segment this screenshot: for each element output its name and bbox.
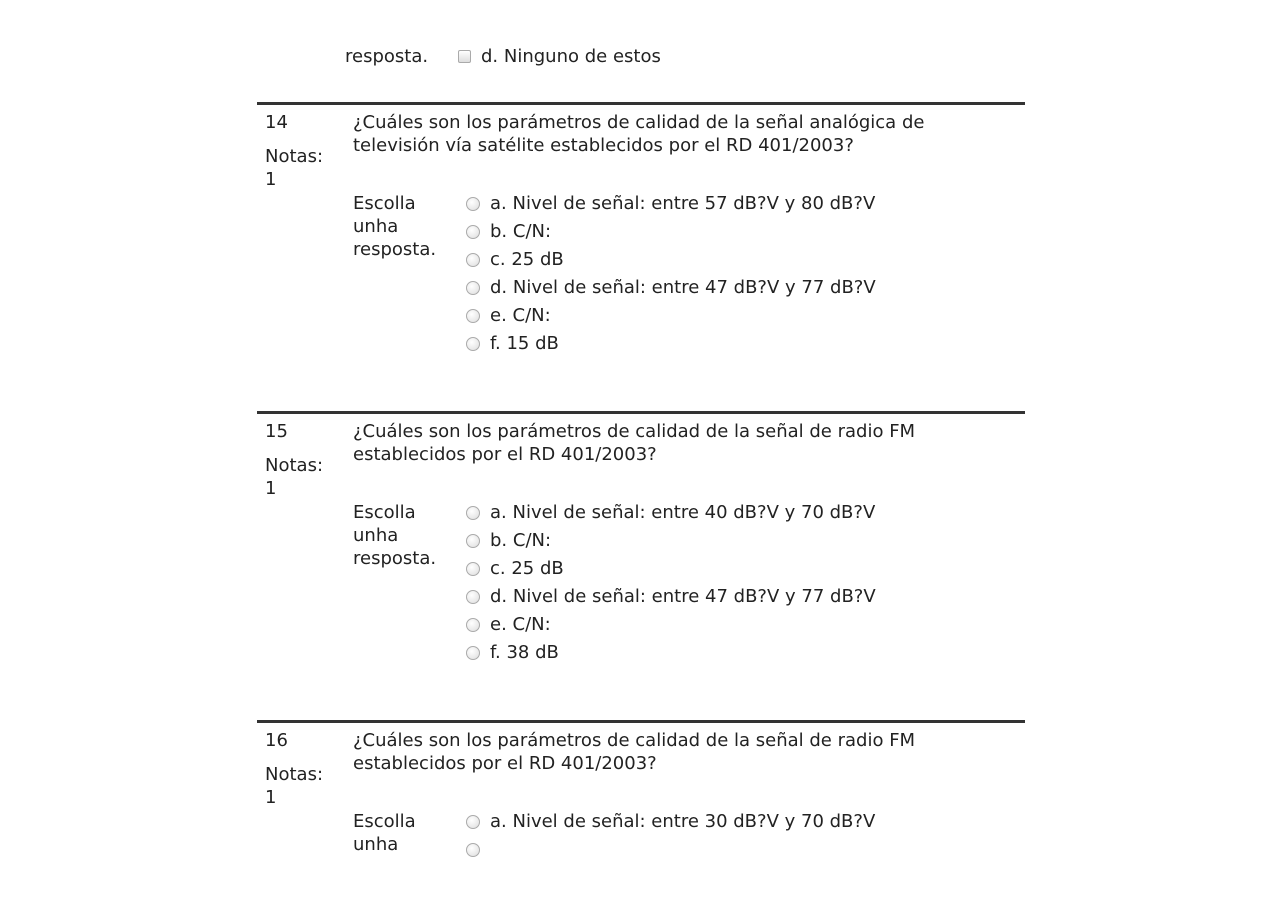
- radio-button[interactable]: [466, 618, 480, 632]
- grade-value: 1: [265, 787, 277, 808]
- question-text: ¿Cuáles son los parámetros de calidad de la señal de radio FM establecidos por el RD 401/2003?: [353, 730, 916, 774]
- option-label: a. Nivel de señal: entre 40 dB?V y 70 dB?V: [490, 502, 876, 523]
- radio-button[interactable]: [466, 281, 480, 295]
- option-label: d. Nivel de señal: entre 47 dB?V y 77 dB?V: [490, 586, 876, 607]
- question-16: [257, 720, 1025, 866]
- answer-label: Escolla unha resposta.: [353, 193, 437, 260]
- radio-button[interactable]: [466, 225, 480, 239]
- option-label: c. 25 dB: [490, 558, 564, 579]
- radio-button[interactable]: [466, 590, 480, 604]
- radio-button[interactable]: [466, 506, 480, 520]
- option-label: f. 38 dB: [490, 642, 559, 663]
- question-text: ¿Cuáles son los parámetros de calidad de la señal de radio FM establecidos por el RD 401/2003?: [353, 421, 916, 465]
- question-number: 16: [265, 730, 288, 751]
- checkbox[interactable]: [458, 50, 471, 63]
- question-14: [257, 102, 1025, 360]
- answer-options: [463, 810, 1025, 866]
- question-text: ¿Cuáles son los parámetros de calidad de la señal analógica de televisión vía satélite establecidos por el RD 401/2003?: [353, 112, 925, 156]
- question-15: [257, 411, 1025, 669]
- question-number: 15: [265, 421, 288, 442]
- option-label: b. C/N:: [490, 530, 552, 551]
- grade-label: Notas:: [265, 146, 324, 167]
- option-label: e. C/N:: [490, 614, 551, 635]
- radio-button[interactable]: [466, 815, 480, 829]
- option-label: d. Ninguno de estos: [481, 46, 661, 67]
- grade-value: 1: [265, 169, 277, 190]
- answer-options: [463, 501, 1025, 669]
- option-label: e. C/N:: [490, 305, 551, 326]
- answer-option[interactable]: [463, 833, 1025, 866]
- radio-button[interactable]: [466, 562, 480, 576]
- radio-button[interactable]: [466, 197, 480, 211]
- question-number: 14: [265, 112, 288, 133]
- grade-label: Notas:: [265, 455, 324, 476]
- previous-question-tail: [345, 45, 661, 68]
- radio-button[interactable]: [466, 337, 480, 351]
- option-d[interactable]: [455, 45, 661, 68]
- option-label: a. Nivel de señal: entre 57 dB?V y 80 dB?V: [490, 193, 876, 214]
- option-label: b. C/N:: [490, 221, 552, 242]
- radio-button[interactable]: [466, 646, 480, 660]
- answer-options: [463, 192, 1025, 360]
- answer-option[interactable]: [463, 636, 1025, 669]
- grade-label: Notas:: [265, 764, 324, 785]
- radio-button[interactable]: [466, 309, 480, 323]
- option-label: a. Nivel de señal: entre 30 dB?V y 70 dB?V: [490, 811, 876, 832]
- option-label: f. 15 dB: [490, 333, 559, 354]
- answer-label: Escolla unha: [353, 811, 416, 855]
- option-label: d. Nivel de señal: entre 47 dB?V y 77 dB?V: [490, 277, 876, 298]
- answer-option[interactable]: [463, 327, 1025, 360]
- radio-button[interactable]: [466, 253, 480, 267]
- answer-label: resposta.: [345, 46, 429, 67]
- option-label: c. 25 dB: [490, 249, 564, 270]
- answer-label: Escolla unha resposta.: [353, 502, 437, 569]
- radio-button[interactable]: [466, 534, 480, 548]
- grade-value: 1: [265, 478, 277, 499]
- radio-button[interactable]: [466, 843, 480, 857]
